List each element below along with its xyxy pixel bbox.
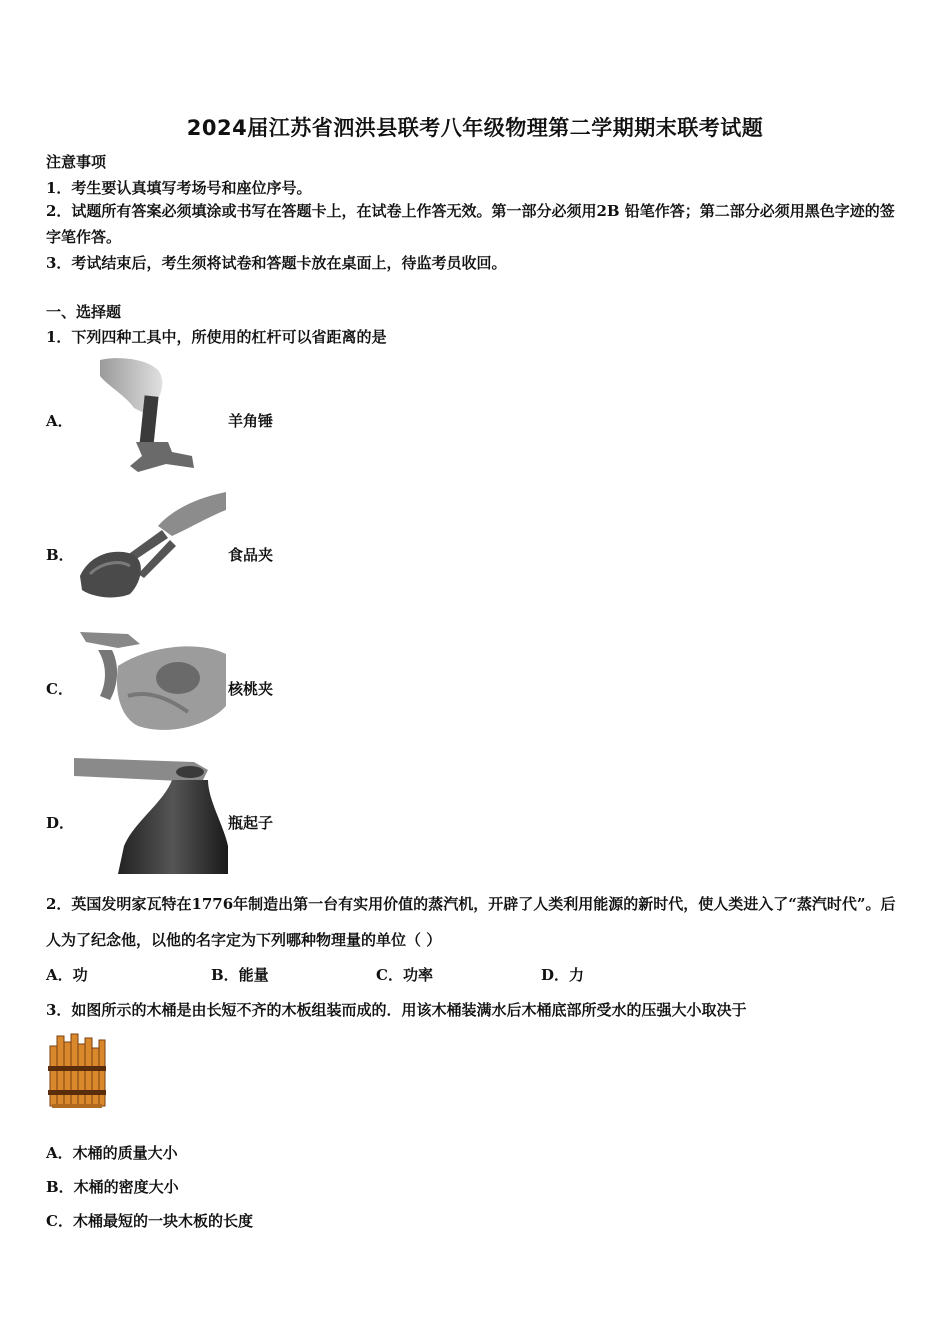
question-2-option-a: A．功 [46, 966, 88, 984]
question-3-option-c: C．木桶最短的一块木板的长度 [46, 1212, 253, 1230]
option-a-letter: A． [46, 412, 73, 430]
question-2-option-c: C．功率 [376, 966, 433, 984]
notice-item-1: 1．考生要认真填写考场号和座位序号。 [46, 179, 312, 197]
page-title: 2024届江苏省泗洪县联考八年级物理第二学期期末联考试题 [186, 116, 764, 140]
question-3-stem: 3．如图所示的木桶是由长短不齐的木板组装而成的．用该木桶装满水后木桶底部所受水的压强大小取决于 [46, 1001, 747, 1019]
wooden-bucket-icon [46, 1032, 108, 1110]
bottle-opener-icon [74, 756, 228, 874]
question-2-option-d: D．力 [541, 966, 585, 984]
option-b-label: 食品夹 [228, 546, 274, 564]
notice-heading: 注意事项 [46, 153, 107, 171]
notice-item-2: 2．试题所有答案必须填涂或书写在答题卡上，在试卷上作答无效。第一部分必须用2B 铅笔作答；第二部分必须用黑色字迹的签字笔作答。 [46, 202, 895, 246]
question-1-stem: 1．下列四种工具中，所使用的杠杆可以省距离的是 [46, 328, 387, 346]
question-2-stem: 2．英国发明家瓦特在1776年制造出第一台有实用价值的蒸汽机，开辟了人类利用能源的新时代，使人类进入了“蒸汽时代”。后人为了纪念他，以他的名字定为下列哪种物理量的单位（ ） [46, 895, 896, 949]
claw-hammer-icon [96, 356, 200, 474]
option-d-label: 瓶起子 [228, 814, 274, 832]
notice-item-3: 3．考试结束后，考生须将试卷和答题卡放在桌面上，待监考员收回。 [46, 254, 507, 272]
option-a-label: 羊角锤 [228, 412, 274, 430]
option-c-letter: C． [46, 680, 73, 698]
option-b-letter: B． [46, 546, 74, 564]
question-3-option-b: B．木桶的密度大小 [46, 1178, 179, 1196]
option-d-letter: D． [46, 814, 75, 832]
food-tongs-icon [76, 490, 228, 602]
option-c-label: 核桃夹 [228, 680, 274, 698]
question-2-option-b: B．能量 [211, 966, 269, 984]
section-heading: 一、选择题 [46, 303, 122, 321]
nutcracker-icon [78, 626, 228, 738]
question-3-option-a: A．木桶的质量大小 [46, 1144, 178, 1162]
